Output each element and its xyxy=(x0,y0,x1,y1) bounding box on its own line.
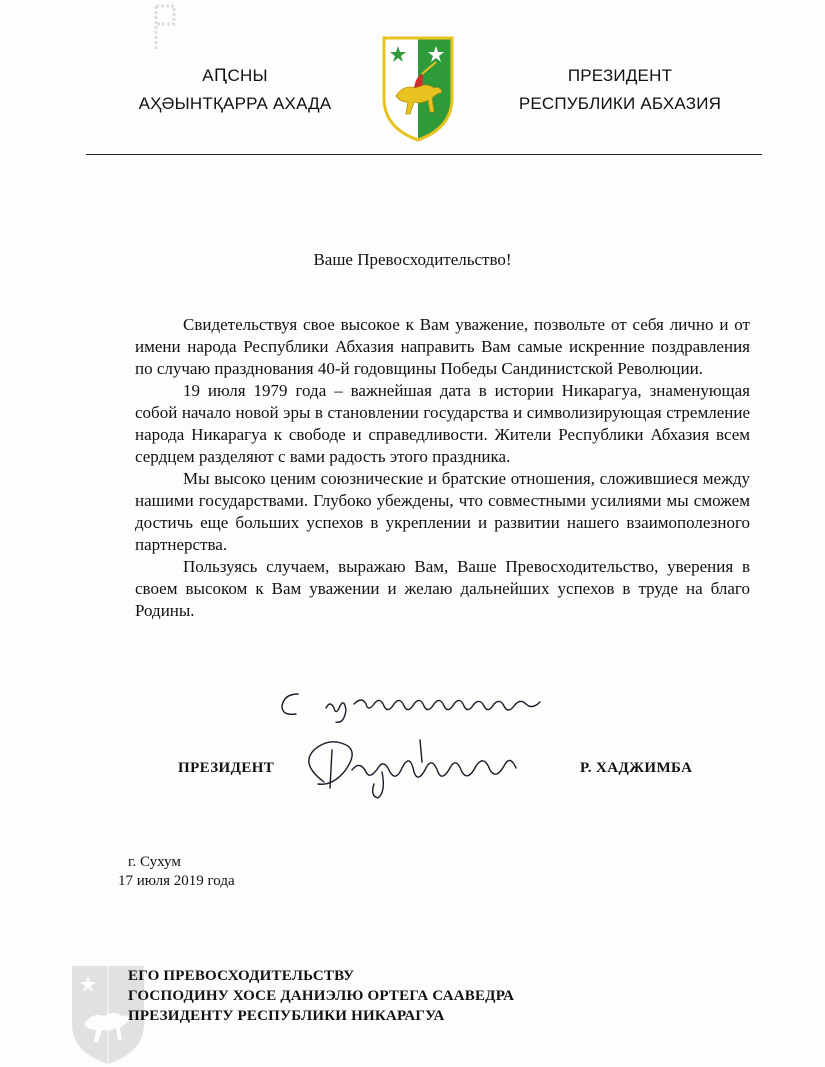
recipient-line3: ПРЕЗИДЕНТУ РЕСПУБЛИКИ НИКАРАГУА xyxy=(128,1008,445,1024)
header-right-line2: РЕСПУБЛИКИ АБХАЗИЯ xyxy=(518,94,722,113)
recipient-line2: ГОСПОДИНУ ХОСЕ ДАНИЭЛЮ ОРТЕГА СААВЕДРА xyxy=(128,988,515,1004)
header-left-line2: АҲӘЫНТҚАРРА АХАДА xyxy=(138,94,332,113)
signatory-title: ПРЕЗИДЕНТ xyxy=(178,760,275,776)
salutation: Ваше Превосходительство! xyxy=(313,250,512,269)
paragraph-1: Свидетельствуя свое высокое к Вам уважение, позвольте от себя лично и от имени народа Республики Абхазия направить Вам самые искренние поздравления по случаю празднования 40-й годовщины Победы Сандинистской Революции. xyxy=(135,315,750,378)
paragraph-4: Пользуясь случаем, выражаю Вам, Ваше Превосходительство, уверения в своем высоком к Вам уважении и желаю дальнейших успехов в труде на благо Родины. xyxy=(135,557,750,620)
paragraph-2: 19 июля 1979 года – важнейшая дата в истории Никарагуа, знаменующая собой начало новой эры в становлении государства и символизирующая стремление народа Никарагуа к свободе и справедливости. Жители Республики Абхазия всем сердцем разделяют с вами радость этого праздника. xyxy=(135,381,750,466)
place: г. Сухум xyxy=(128,854,181,870)
coat-of-arms-icon xyxy=(378,32,458,144)
header-divider xyxy=(86,154,762,155)
letter-body xyxy=(135,314,750,622)
header-right-line1: ПРЕЗИДЕНТ xyxy=(567,66,673,85)
header-left-title xyxy=(110,62,360,118)
header-right-title xyxy=(490,62,750,118)
recipient-line1: ЕГО ПРЕВОСХОДИТЕЛЬСТВУ xyxy=(128,968,355,984)
paragraph-3: Мы высоко ценим союзнические и братские отношения, сложившиеся между нашими государствами. Глубоко убеждены, что совместными усилиями мы сможем достичь еще больших успехов в укреплении и развитии нашего взаимополезного партнерства. xyxy=(135,469,750,554)
recipient-block xyxy=(128,966,514,1026)
scan-artifact xyxy=(150,2,184,54)
header-left-line1: АԤСНЫ xyxy=(202,66,268,85)
signatory-name: Р. ХАДЖИМБА xyxy=(580,760,693,776)
date: 17 июля 2019 года xyxy=(118,873,235,889)
handwritten-signature xyxy=(270,680,590,810)
